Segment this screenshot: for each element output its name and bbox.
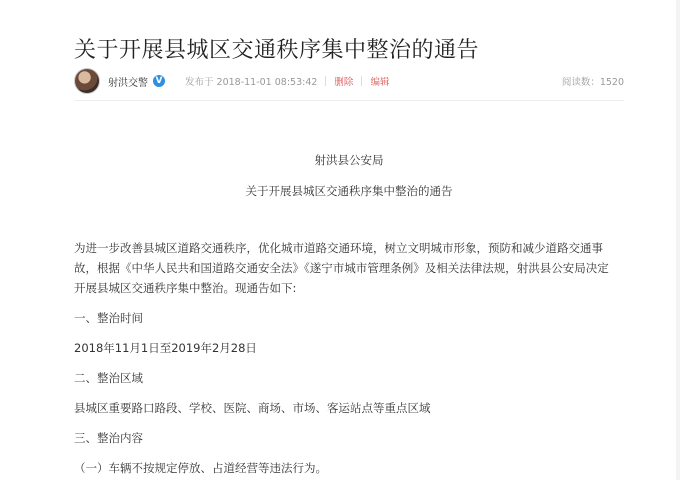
issuer-line: 射洪县公安局 (314, 153, 384, 167)
publish-time: 发布于 2018-11-01 08:53:42 (185, 77, 318, 88)
view-count: 阅读数：1520 (561, 77, 624, 88)
window-edge (676, 0, 680, 480)
section-heading: 三、整治内容 (74, 431, 143, 445)
verified-icon: V (153, 75, 165, 87)
delete-link[interactable]: 删除 (334, 77, 354, 88)
meta-separator (361, 76, 362, 86)
section-heading: 一、整治时间 (74, 311, 143, 325)
section-body: 2018年11月1日至2019年2月28日 (74, 341, 257, 355)
article-meta-bar (74, 68, 624, 94)
section-body: 县城区重要路口路段、学校、医院、商场、市场、客运站点等重点区域 (74, 401, 431, 415)
intro-paragraph: 为进一步改善县城区道路交通秩序，优化城市道路交通环境，树立文明城市形象，预防和减少道路交通事故，根据《中华人民共和国道路交通安全法》《遂宁市城市管理条例》及相关法律法规，射洪县公安局决定开展县城区交通秩序集中整治。现通告如下: (74, 241, 609, 295)
header-divider (74, 100, 624, 101)
edit-link[interactable]: 编辑 (370, 77, 390, 88)
section-heading: 二、整治区域 (74, 371, 143, 385)
author-avatar[interactable] (74, 68, 100, 94)
article-title: 关于开展县城区交通秩序集中整治的通告 (74, 38, 480, 63)
section-item: （一）车辆不按规定停放、占道经营等违法行为。 (74, 461, 327, 475)
meta-separator (325, 76, 326, 86)
notice-subtitle: 关于开展县城区交通秩序集中整治的通告 (245, 184, 453, 198)
author-name[interactable]: 射洪交警 (108, 77, 148, 89)
